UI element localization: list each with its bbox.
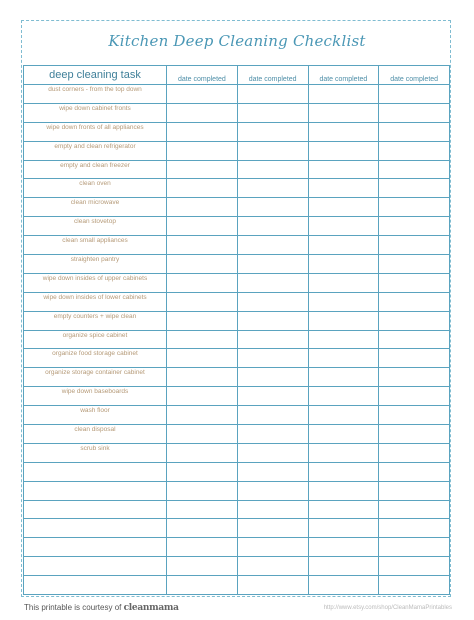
date-completed-cell[interactable] bbox=[379, 443, 450, 462]
date-completed-cell[interactable] bbox=[308, 349, 379, 368]
date-completed-cell[interactable] bbox=[237, 519, 308, 538]
date-completed-cell[interactable] bbox=[237, 236, 308, 255]
date-completed-cell[interactable] bbox=[167, 443, 238, 462]
date-completed-cell[interactable] bbox=[308, 103, 379, 122]
date-completed-cell[interactable] bbox=[379, 103, 450, 122]
task-label: wipe down insides of lower cabinets bbox=[24, 292, 167, 311]
table-row bbox=[24, 349, 450, 368]
date-completed-cell[interactable] bbox=[237, 179, 308, 198]
date-completed-cell[interactable] bbox=[308, 85, 379, 104]
date-completed-cell[interactable] bbox=[237, 576, 308, 595]
date-completed-cell[interactable] bbox=[308, 122, 379, 141]
task-label bbox=[24, 462, 167, 481]
header-date-3: date completed bbox=[308, 66, 379, 85]
date-completed-cell[interactable] bbox=[308, 217, 379, 236]
date-completed-cell[interactable] bbox=[308, 311, 379, 330]
task-label: wipe down baseboards bbox=[24, 387, 167, 406]
task-label: wipe down insides of upper cabinets bbox=[24, 273, 167, 292]
table-row bbox=[24, 481, 450, 500]
date-completed-cell[interactable] bbox=[167, 538, 238, 557]
table-row bbox=[24, 141, 450, 160]
date-completed-cell[interactable] bbox=[379, 122, 450, 141]
date-completed-cell[interactable] bbox=[379, 576, 450, 595]
brand-logo: cleanmama bbox=[123, 603, 179, 613]
date-completed-cell[interactable] bbox=[167, 273, 238, 292]
date-completed-cell[interactable] bbox=[308, 255, 379, 274]
table-row bbox=[24, 576, 450, 595]
date-completed-cell[interactable] bbox=[308, 425, 379, 444]
date-completed-cell[interactable] bbox=[237, 538, 308, 557]
date-completed-cell[interactable] bbox=[237, 217, 308, 236]
date-completed-cell[interactable] bbox=[237, 292, 308, 311]
date-completed-cell[interactable] bbox=[379, 311, 450, 330]
date-completed-cell[interactable] bbox=[308, 538, 379, 557]
date-completed-cell[interactable] bbox=[379, 519, 450, 538]
date-completed-cell[interactable] bbox=[167, 198, 238, 217]
task-label: clean disposal bbox=[24, 425, 167, 444]
date-completed-cell[interactable] bbox=[237, 198, 308, 217]
date-completed-cell[interactable] bbox=[379, 160, 450, 179]
date-completed-cell[interactable] bbox=[237, 443, 308, 462]
date-completed-cell[interactable] bbox=[167, 311, 238, 330]
date-completed-cell[interactable] bbox=[237, 103, 308, 122]
date-completed-cell[interactable] bbox=[308, 387, 379, 406]
date-completed-cell[interactable] bbox=[308, 443, 379, 462]
date-completed-cell[interactable] bbox=[379, 425, 450, 444]
date-completed-cell[interactable] bbox=[308, 160, 379, 179]
table-row bbox=[24, 519, 450, 538]
date-completed-cell[interactable] bbox=[379, 255, 450, 274]
table-row bbox=[24, 103, 450, 122]
header-date-4: date completed bbox=[379, 66, 450, 85]
date-completed-cell[interactable] bbox=[167, 292, 238, 311]
date-completed-cell[interactable] bbox=[379, 481, 450, 500]
date-completed-cell[interactable] bbox=[308, 481, 379, 500]
date-completed-cell[interactable] bbox=[308, 236, 379, 255]
date-completed-cell[interactable] bbox=[237, 349, 308, 368]
date-completed-cell[interactable] bbox=[167, 179, 238, 198]
date-completed-cell[interactable] bbox=[167, 103, 238, 122]
task-label bbox=[24, 557, 167, 576]
task-label: wash floor bbox=[24, 406, 167, 425]
task-label: scrub sink bbox=[24, 443, 167, 462]
table-row bbox=[24, 462, 450, 481]
table-row bbox=[24, 425, 450, 444]
task-label: clean microwave bbox=[24, 198, 167, 217]
date-completed-cell[interactable] bbox=[308, 330, 379, 349]
date-completed-cell[interactable] bbox=[167, 576, 238, 595]
table-row bbox=[24, 198, 450, 217]
task-label: clean small appliances bbox=[24, 236, 167, 255]
table-row bbox=[24, 122, 450, 141]
date-completed-cell[interactable] bbox=[379, 292, 450, 311]
table-row bbox=[24, 179, 450, 198]
table-row bbox=[24, 368, 450, 387]
date-completed-cell[interactable] bbox=[308, 292, 379, 311]
date-completed-cell[interactable] bbox=[167, 255, 238, 274]
date-completed-cell[interactable] bbox=[167, 406, 238, 425]
date-completed-cell[interactable] bbox=[167, 557, 238, 576]
table-row bbox=[24, 500, 450, 519]
date-completed-cell[interactable] bbox=[379, 179, 450, 198]
task-label: organize food storage cabinet bbox=[24, 349, 167, 368]
date-completed-cell[interactable] bbox=[237, 273, 308, 292]
task-label: empty and clean refrigerator bbox=[24, 141, 167, 160]
task-label: dust corners - from the top down bbox=[24, 85, 167, 104]
date-completed-cell[interactable] bbox=[237, 330, 308, 349]
table-row bbox=[24, 538, 450, 557]
date-completed-cell[interactable] bbox=[167, 519, 238, 538]
date-completed-cell[interactable] bbox=[379, 236, 450, 255]
courtesy-text: This printable is courtesy of bbox=[24, 603, 122, 612]
date-completed-cell[interactable] bbox=[167, 349, 238, 368]
date-completed-cell[interactable] bbox=[237, 387, 308, 406]
date-completed-cell[interactable] bbox=[308, 141, 379, 160]
date-completed-cell[interactable] bbox=[308, 273, 379, 292]
date-completed-cell[interactable] bbox=[237, 311, 308, 330]
date-completed-cell[interactable] bbox=[237, 557, 308, 576]
date-completed-cell[interactable] bbox=[379, 462, 450, 481]
date-completed-cell[interactable] bbox=[308, 406, 379, 425]
task-label bbox=[24, 576, 167, 595]
date-completed-cell[interactable] bbox=[167, 217, 238, 236]
date-completed-cell[interactable] bbox=[167, 368, 238, 387]
date-completed-cell[interactable] bbox=[379, 141, 450, 160]
date-completed-cell[interactable] bbox=[379, 368, 450, 387]
task-label: organize spice cabinet bbox=[24, 330, 167, 349]
task-label: wipe down cabinet fronts bbox=[24, 103, 167, 122]
header-date-1: date completed bbox=[167, 66, 238, 85]
date-completed-cell[interactable] bbox=[308, 462, 379, 481]
date-completed-cell[interactable] bbox=[237, 406, 308, 425]
table-row bbox=[24, 557, 450, 576]
date-completed-cell[interactable] bbox=[379, 330, 450, 349]
date-completed-cell[interactable] bbox=[308, 179, 379, 198]
date-completed-cell[interactable] bbox=[237, 481, 308, 500]
date-completed-cell[interactable] bbox=[308, 198, 379, 217]
date-completed-cell[interactable] bbox=[237, 255, 308, 274]
task-label: empty and clean freezer bbox=[24, 160, 167, 179]
task-label: wipe down fronts of all appliances bbox=[24, 122, 167, 141]
date-completed-cell[interactable] bbox=[308, 500, 379, 519]
date-completed-cell[interactable] bbox=[167, 387, 238, 406]
date-completed-cell[interactable] bbox=[167, 330, 238, 349]
date-completed-cell[interactable] bbox=[308, 519, 379, 538]
date-completed-cell[interactable] bbox=[237, 462, 308, 481]
table-row bbox=[24, 160, 450, 179]
page-title: Kitchen Deep Cleaning Checklist bbox=[108, 32, 366, 50]
date-completed-cell[interactable] bbox=[167, 425, 238, 444]
date-completed-cell[interactable] bbox=[379, 273, 450, 292]
table-header-row bbox=[24, 66, 450, 85]
task-label bbox=[24, 538, 167, 557]
header-date-2: date completed bbox=[237, 66, 308, 85]
table-row bbox=[24, 387, 450, 406]
date-completed-cell[interactable] bbox=[167, 160, 238, 179]
table-row bbox=[24, 311, 450, 330]
task-label: empty counters + wipe clean bbox=[24, 311, 167, 330]
date-completed-cell[interactable] bbox=[237, 160, 308, 179]
table-row bbox=[24, 443, 450, 462]
table-row bbox=[24, 255, 450, 274]
date-completed-cell[interactable] bbox=[379, 538, 450, 557]
date-completed-cell[interactable] bbox=[237, 85, 308, 104]
task-label: straighten pantry bbox=[24, 255, 167, 274]
date-completed-cell[interactable] bbox=[379, 217, 450, 236]
courtesy-note bbox=[24, 603, 179, 613]
date-completed-cell[interactable] bbox=[308, 557, 379, 576]
task-label bbox=[24, 519, 167, 538]
header-task: deep cleaning task bbox=[24, 66, 167, 85]
date-completed-cell[interactable] bbox=[379, 557, 450, 576]
date-completed-cell[interactable] bbox=[237, 500, 308, 519]
date-completed-cell[interactable] bbox=[167, 481, 238, 500]
date-completed-cell[interactable] bbox=[237, 368, 308, 387]
date-completed-cell[interactable] bbox=[237, 425, 308, 444]
date-completed-cell[interactable] bbox=[308, 576, 379, 595]
table-row bbox=[24, 236, 450, 255]
date-completed-cell[interactable] bbox=[308, 368, 379, 387]
table-row bbox=[24, 85, 450, 104]
date-completed-cell[interactable] bbox=[379, 349, 450, 368]
table-row bbox=[24, 292, 450, 311]
task-label bbox=[24, 500, 167, 519]
date-completed-cell[interactable] bbox=[167, 141, 238, 160]
table-row bbox=[24, 406, 450, 425]
task-label bbox=[24, 481, 167, 500]
table-row bbox=[24, 273, 450, 292]
date-completed-cell[interactable] bbox=[379, 500, 450, 519]
task-label: clean oven bbox=[24, 179, 167, 198]
date-completed-cell[interactable] bbox=[379, 387, 450, 406]
date-completed-cell[interactable] bbox=[237, 141, 308, 160]
cleaning-checklist-table bbox=[23, 65, 450, 595]
date-completed-cell[interactable] bbox=[167, 236, 238, 255]
table-row bbox=[24, 330, 450, 349]
date-completed-cell[interactable] bbox=[167, 462, 238, 481]
date-completed-cell[interactable] bbox=[379, 406, 450, 425]
date-completed-cell[interactable] bbox=[379, 85, 450, 104]
date-completed-cell[interactable] bbox=[167, 85, 238, 104]
task-label: clean stovetop bbox=[24, 217, 167, 236]
table-row bbox=[24, 217, 450, 236]
date-completed-cell[interactable] bbox=[167, 122, 238, 141]
date-completed-cell[interactable] bbox=[167, 500, 238, 519]
date-completed-cell[interactable] bbox=[379, 198, 450, 217]
shop-url: http://www.etsy.com/shop/CleanMamaPrintables bbox=[323, 605, 452, 611]
task-label: organize storage container cabinet bbox=[24, 368, 167, 387]
date-completed-cell[interactable] bbox=[237, 122, 308, 141]
